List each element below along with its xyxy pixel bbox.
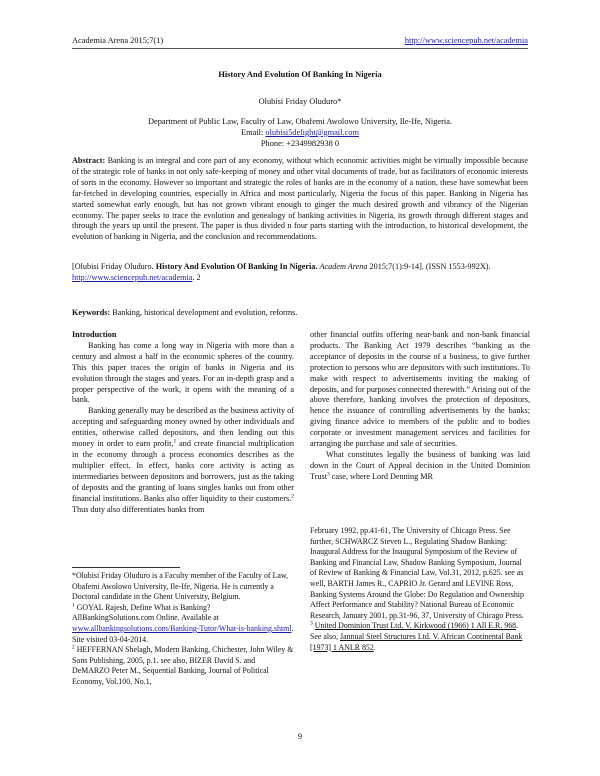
header-divider bbox=[72, 48, 528, 49]
footnote-3-mid: . See also, bbox=[310, 621, 519, 641]
footnote-2 bbox=[72, 645, 294, 687]
footnote-1-number: 1 bbox=[72, 602, 75, 609]
footnote-3-case-1: United Dominion Trust Ltd. V. Kirkwood (1966) 1 All E.R. 968 bbox=[314, 621, 517, 631]
keywords bbox=[72, 308, 528, 317]
citation-url-link[interactable]: http://www.sciencepub.net/academia bbox=[72, 272, 193, 282]
footnote-2-text: HEFFERNAN Shelagh, Modern Banking, Chichester, John Wiley & Sons Publishing, 2005, p.1. see also, BIZER David S. and DeMARZO Peter M., Sequential Banking, Journal of Political Economy, Vol.100, No.1, bbox=[72, 645, 294, 686]
paper-title: History And Evolution Of Banking In Nigeria bbox=[218, 70, 382, 79]
right-paragraph-2 bbox=[310, 450, 530, 483]
journal-header: Academia Arena 2015;7(1) bbox=[72, 36, 164, 45]
p2-text-a: Banking generally may be described as the business activity of accepting and safeguarding money owned by other individuals and entities, otherwise called depositors, and then lending out this money in order to earn profit, bbox=[72, 406, 294, 449]
right-column bbox=[310, 330, 530, 483]
abstract-label: Abstract: bbox=[72, 156, 106, 165]
footnote-1-tail: . Site visited 03-04-2014. bbox=[72, 623, 294, 644]
citation-suffix: . 2 bbox=[192, 272, 201, 282]
footnote-ref-1[interactable]: 1 bbox=[173, 438, 177, 445]
footnote-1 bbox=[72, 603, 294, 645]
p2-text-b: and create financial multiplication in the economy through a process economics describes as the multiplier effect. In effect, banks core activity is acting as intermediaries between depositors and borrowers, just as the taking of deposits and the granting of loans singles banks out from other financial institutions. Banks also offer liquidity to their customers. bbox=[72, 439, 294, 503]
page-number: 9 bbox=[297, 732, 303, 741]
intro-paragraph-1: Banking has come a long way in Nigeria with more than a century and almost a half in the economic spheres of the country. This this paper traces the origin of banks in Nigeria and its evolution through the stages and years. For an in-depth grasp and a proper perspective of the work, it opens with the meaning of a bank. bbox=[72, 340, 294, 405]
intro-paragraph-2 bbox=[72, 406, 294, 515]
footnote-ref-3[interactable]: 3 bbox=[327, 471, 330, 478]
keywords-label: Keywords: bbox=[72, 308, 111, 317]
journal-url-link[interactable]: http://www.sciencepub.net/academia bbox=[404, 36, 528, 45]
citation-prefix: [Olubisi Friday Oluduro. bbox=[72, 262, 154, 271]
citation-title: History And Evolution Of Banking In Nigeria. bbox=[155, 262, 318, 271]
citation bbox=[72, 262, 528, 284]
footnotes-right bbox=[310, 526, 530, 653]
phone: Phone: +2349982938 0 bbox=[260, 139, 340, 148]
section-heading-introduction: Introduction bbox=[72, 330, 117, 339]
citation-journal: Academ Arena bbox=[319, 262, 368, 271]
footnote-divider bbox=[72, 567, 180, 568]
footnote-3-number: 3 bbox=[310, 620, 313, 627]
keywords-text: Banking, historical development and evolution, reforms. bbox=[112, 308, 298, 317]
p2-text-c: Thus duty also differentiates banks from bbox=[72, 504, 205, 514]
email-label: Email: bbox=[241, 128, 264, 137]
right-paragraph-1: other financial outfits offering near-bank and non-bank financial products. The Banking Act 1979 describes “banking as the acceptance of deposits in the course of a business, to give further protection to persons who are depositors with such institutions. To make with respect to advertisements inviting the making of deposits, and for purposes connected therewith.” Arising out of the above therefore, banking involves the protection of depositors, hence the issuance of controlling advertisements by the banks; giving finance advice to members of the public and to bodies corporate or investment management services and facilities for arranging the purchase and sale of securities. bbox=[310, 330, 530, 449]
footnote-1-text: GOYAL Rajesh, Define What is Banking? AllBankingSolutions.com Online. Available at bbox=[72, 602, 219, 623]
affiliation: Department of Public Law, Faculty of Law, Obafemi Awolowo University, Ile-Ife, Nigeria. bbox=[147, 117, 453, 126]
email-line bbox=[72, 127, 528, 138]
author-footnote: *Olubisi Friday Oluduro is a Faculty member of the Faculty of Law, Obafemi Awolowo University, Ile-Ife, Nigeria. He is currently a Doctoral candidate in the Ghent University, Belgium. bbox=[72, 571, 289, 602]
citation-details: 2015;7(1):9-14]. (ISSN 1553-992X). bbox=[369, 262, 491, 271]
footnote-3 bbox=[310, 621, 530, 653]
footnote-2-number: 2 bbox=[72, 644, 75, 651]
footnotes-left bbox=[72, 571, 294, 688]
right-p2-text-b: case, where Lord Denning MR bbox=[329, 471, 433, 481]
footnote-ref-2[interactable]: 2 bbox=[291, 492, 294, 499]
footnote-1-link[interactable]: www.allbankingsolutions.com/Banking-Tutor/What-is-banking.shtml bbox=[72, 623, 292, 633]
abstract bbox=[72, 156, 528, 243]
email-link[interactable]: olubisi5delight@gmail.com bbox=[265, 128, 359, 137]
footnote-2-continued: February 1992, pp.41-61, The University of Chicago Press. See further, SCHWARCZ Steven L., Regulating Shadow Banking: Inaugural Address for the Inaugural Symposium of the Review of Banking and Financial Law, Shadow Banking Symposium, Journal of Review of Banking & Financial Law, Vol.31, 2012, p.625. see as well, BARTH James R., CAPRIO Jr. Gerard and LEVINE Ross, Banking Systems Around the Globe: Do Regulation and Ownership Affect Performance and Stability? National Bureau of Economic Research, January 2001, pp.31-96, 37, University of Chicago Press. bbox=[310, 526, 524, 620]
abstract-text: Banking is an integral and core part of any economy, without which economic activities might be virtually impossible because of the strategic role of banks in not only safe-keeping of money and other vital documents of trade, but as facilitators of economic interests of sorts in the economy. However so important and strategic the roles of banks are in the economy of a nation, these have somewhat been far-fetched in developing countries, especially in Africa and most particularly, Nigeria the focus of this paper. Banking in Nigeria has started somewhat early enough, but has not grown vibrant enough to ginger the much desired growth and vibrancy of the Nigerian economy. The paper seeks to trace the evolution and genealogy of banking activities in Nigeria, its growth through different stages and through the years up until the present. The paper is thus divided n four parts starting with the introduction, to historical development, the evolution of banking in Nigeria, and the conclusion and recommendations. bbox=[72, 156, 528, 242]
left-column bbox=[72, 330, 294, 515]
footnote-3-case-2: Jannual Steel Structures Ltd. V. African Continental Bank [1973] 1 ANLR 852 bbox=[310, 631, 523, 652]
right-p2-text-a: What constitutes legally the business of banking was laid down in the Court of Appeal decision in the United Dominion Trust bbox=[310, 449, 530, 481]
footnote-3-end: . bbox=[373, 642, 376, 652]
author-name: Olubisi Friday Oluduro* bbox=[258, 97, 342, 106]
